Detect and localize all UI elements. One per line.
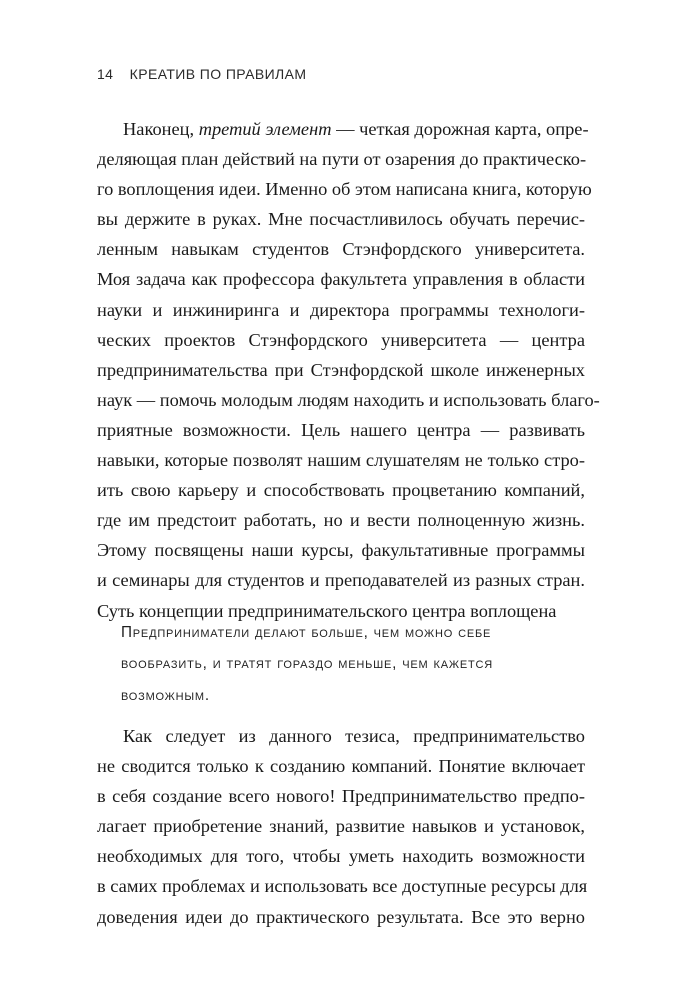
paragraph-line: навыки, которые позволят нашим слушателям не только стро-	[97, 450, 585, 471]
text-run: Наконец,	[123, 119, 199, 139]
paragraph-line: ческих проектов Стэнфордского университета — центра	[97, 329, 585, 350]
paragraph-line: где им предстоит работать, но и вести полноценную жизнь.	[97, 510, 585, 531]
paragraph-line: ленным навыкам студентов Стэнфордского университета.	[97, 239, 585, 260]
quote-line: Предприниматели делают больше, чем можно себе	[121, 624, 492, 641]
paragraph-line: науки и инжиниринга и директора программы технологи-	[97, 299, 585, 320]
paragraph-line: Этому посвящены наши курсы, факультативные программы	[97, 540, 585, 561]
quote-line: возможным.	[121, 686, 210, 704]
paragraph-line: го воплощения идеи. Именно об этом написана книга, которую	[97, 179, 592, 200]
paragraph-line: в самих проблемах и использовать все доступные ресурсы для	[97, 876, 588, 897]
paragraph-line: не сводится только к созданию компаний. Понятие включает	[97, 756, 585, 777]
text-run: — четкая дорожная карта, опре-	[331, 119, 589, 139]
quote-block	[121, 617, 591, 711]
paragraph-line	[97, 114, 589, 144]
paragraph-line: деляющая план действий на пути от озарения до практическо-	[97, 149, 587, 170]
paragraph-line: наук — помочь молодым людям находить и использовать благо-	[97, 389, 600, 410]
paragraph-line: приятные возможности. Цель нашего центра — развивать	[97, 419, 585, 440]
paragraph-line: и семинары для студентов и преподавателей из разных стран.	[97, 570, 585, 591]
page-number: 14	[97, 66, 114, 82]
paragraph-line: Как следует из данного тезиса, предпринимательство	[123, 726, 585, 746]
paragraph-line: лагает приобретение знаний, развитие навыков и установок,	[97, 816, 585, 837]
paragraph-1	[97, 114, 600, 626]
paragraph-line: в себя создание всего нового! Предпринимательство предпо-	[97, 786, 585, 807]
paragraph-line: необходимых для того, чтобы уметь находить возможности	[97, 846, 585, 867]
paragraph-2	[97, 721, 588, 932]
running-head	[97, 66, 306, 82]
running-head-title: КРЕАТИВ ПО ПРАВИЛАМ	[129, 66, 307, 82]
paragraph-line: ить свою карьеру и способствовать процветанию компаний,	[97, 480, 585, 501]
quote-line: вообразить, и тратят гораздо меньше, чем кажется	[121, 655, 493, 673]
italic-term: третий элемент	[198, 119, 332, 139]
paragraph-line: Моя задача как профессора факультета управления в области	[97, 269, 585, 290]
paragraph-line: предпринимательства при Стэнфордской школе инженерных	[97, 359, 585, 380]
paragraph-line: доведения идеи до практического результата. Все это верно	[97, 906, 585, 927]
paragraph-line: вы держите в руках. Мне посчастливилось обучать перечис-	[97, 209, 585, 230]
paragraph-line: Суть концепции предпринимательского центра воплощена	[97, 600, 557, 621]
